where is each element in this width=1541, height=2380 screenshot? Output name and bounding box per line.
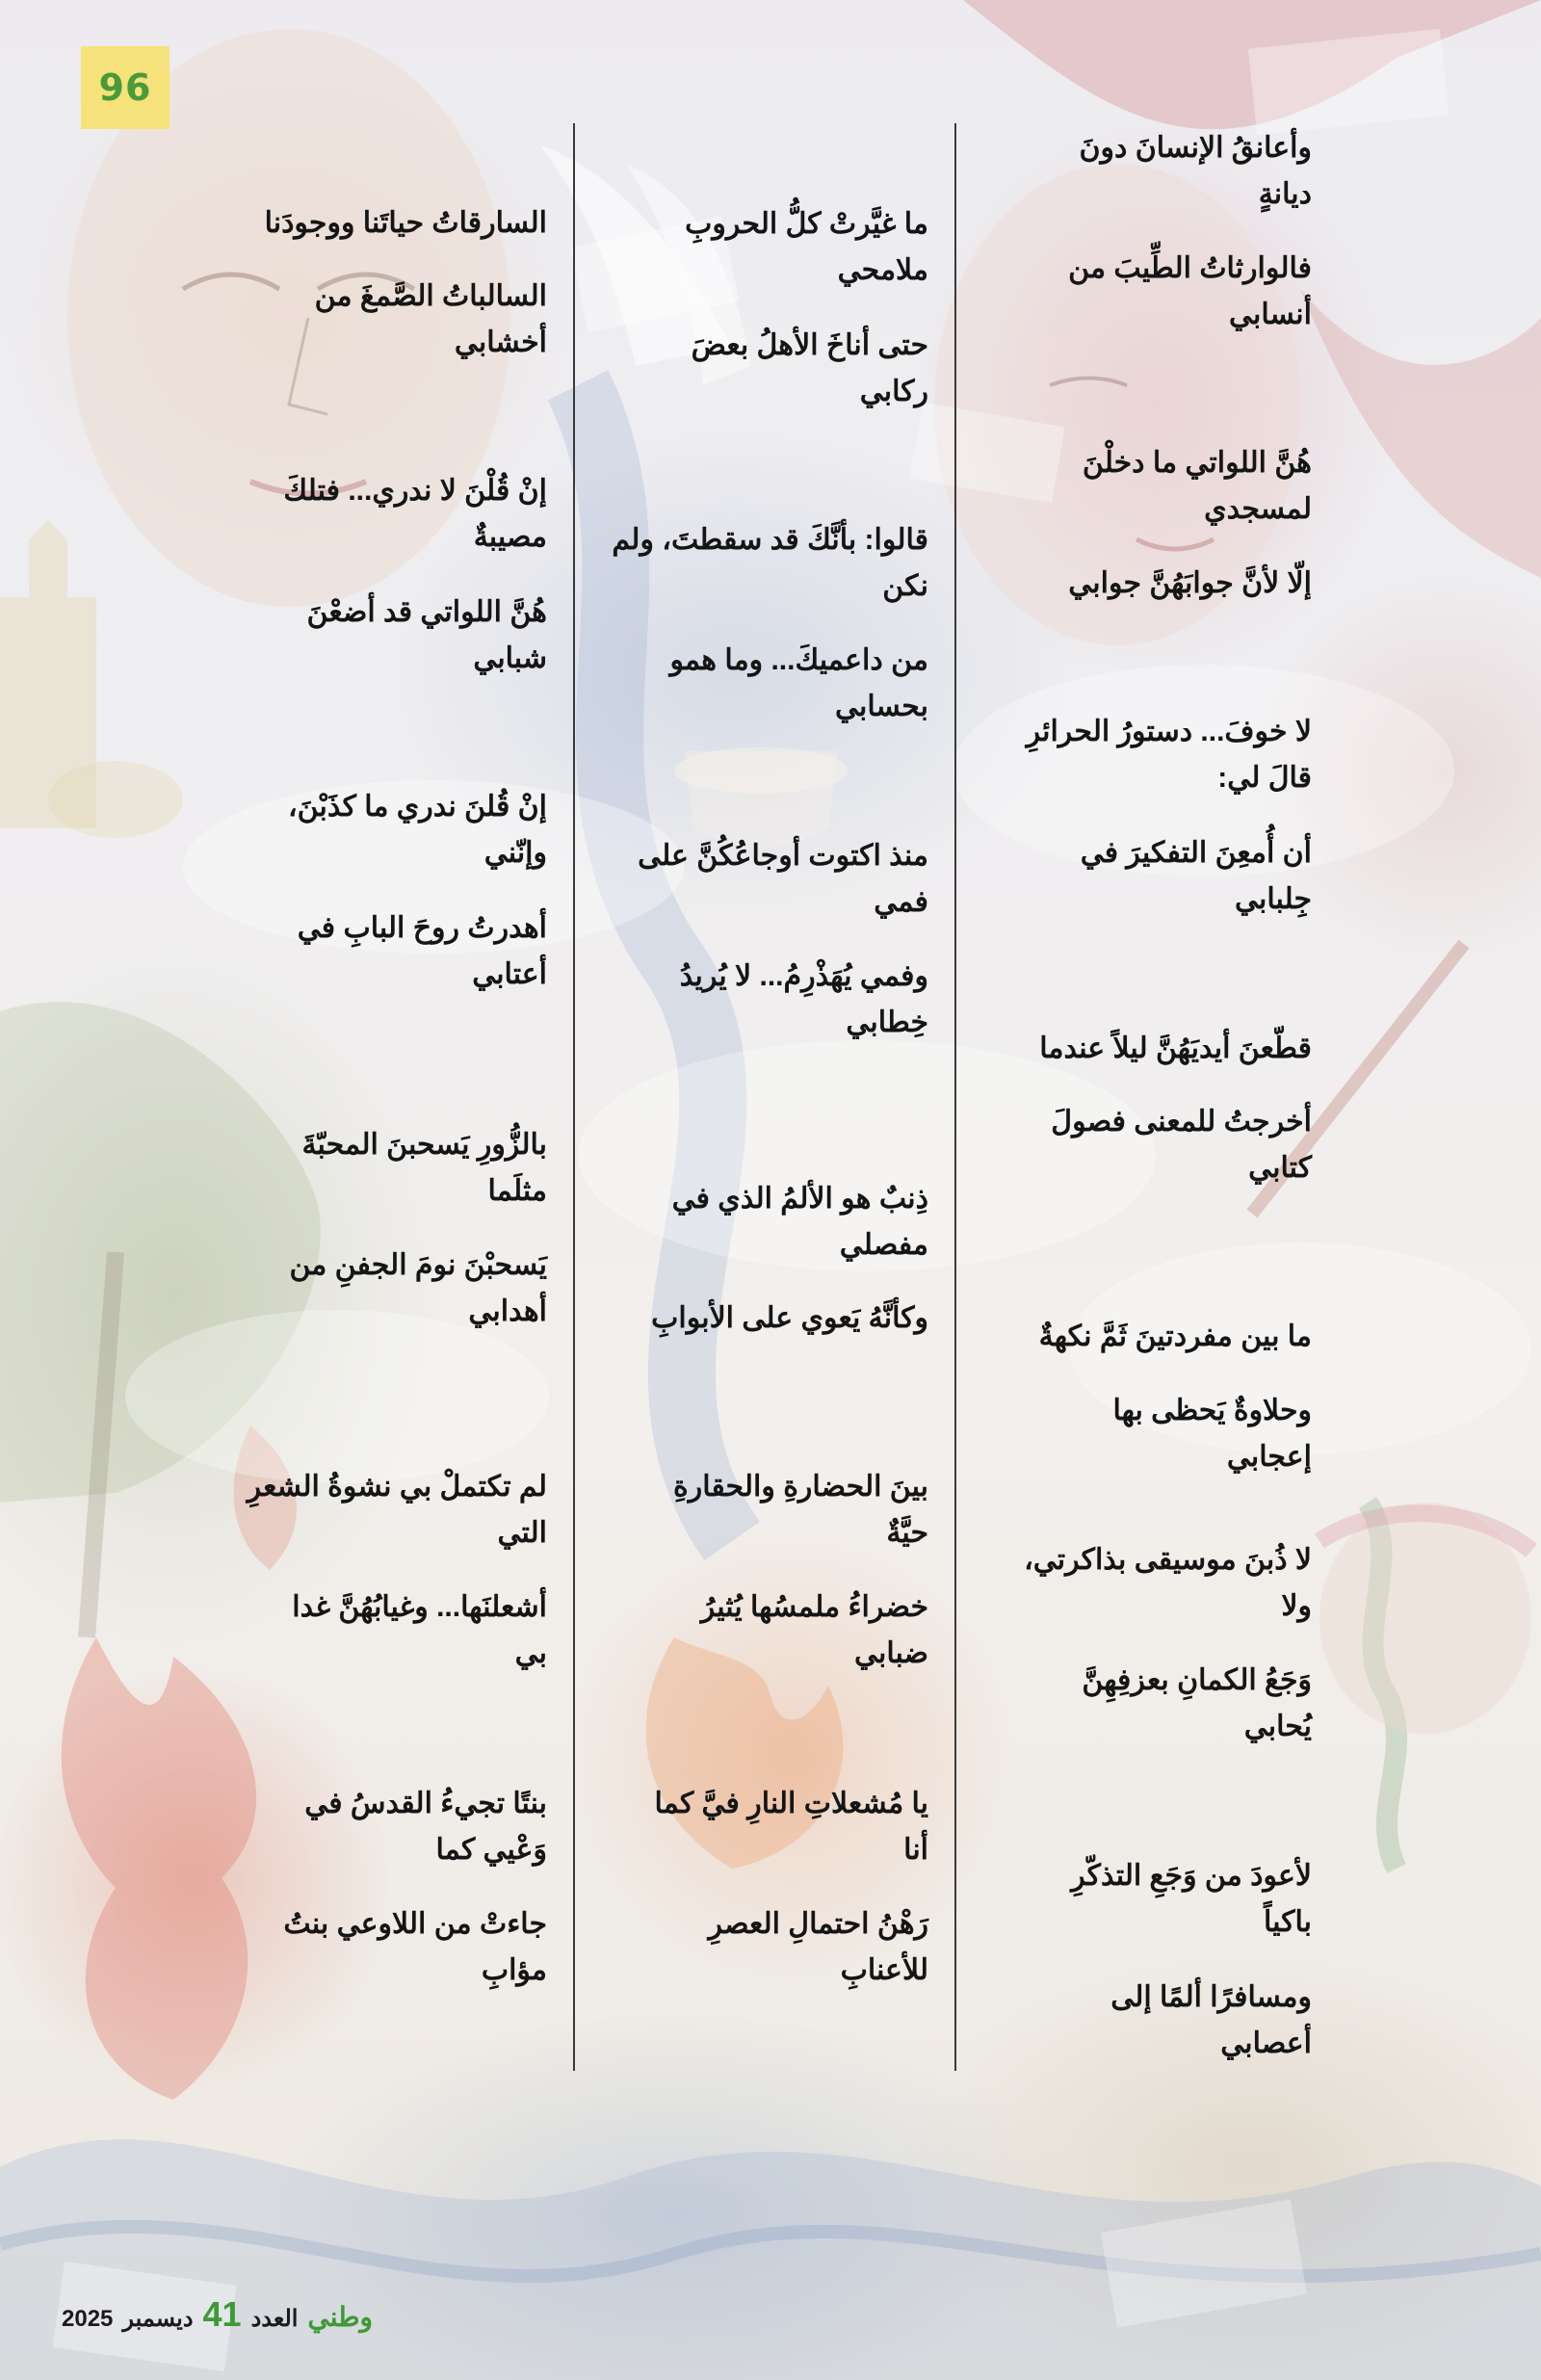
footer-issue-number: 41 bbox=[202, 2294, 242, 2334]
poem-line: بي bbox=[514, 1637, 547, 1669]
page-number-badge bbox=[81, 46, 170, 129]
poem-line: أهدابي bbox=[468, 1295, 547, 1327]
poem-line: جاءتْ من اللاوعي بنتُ bbox=[283, 1908, 547, 1940]
poem-line: لم تكتملْ بي نشوةُ الشعرِ bbox=[247, 1471, 547, 1503]
poem-line: وكأنَّهُ يَعوي على الأبوابِ bbox=[651, 1302, 928, 1334]
poem-line: للأعنابِ bbox=[840, 1954, 928, 1986]
poem-line: شبابي bbox=[473, 642, 547, 674]
poem-line: مثلَما bbox=[487, 1175, 547, 1207]
poem-line: حيَّةٌ bbox=[886, 1517, 928, 1549]
poem-line: فالوارثاتُ الطِّيبَ من bbox=[1068, 252, 1312, 284]
poem-line: وحلاوةٌ يَحظى بها إعجابي bbox=[1112, 1395, 1312, 1473]
poem-line: ولا bbox=[1281, 1590, 1312, 1622]
poem-line: قالَ لي: bbox=[1217, 762, 1312, 794]
poem-line: منذ اكتوت أوجاعُكُنَّ على bbox=[638, 840, 928, 872]
poem-line: أخشابي bbox=[454, 327, 547, 358]
poem-line: خِطابي bbox=[846, 1007, 928, 1038]
poem-line: حتى أناخَ الأهلُ بعضَ bbox=[691, 329, 928, 361]
poem-line: وأعانقُ الإنسانَ دونَ bbox=[1079, 132, 1312, 164]
poem-line: فمي bbox=[874, 886, 928, 918]
poem-line: لا خوفَ... دستورُ الحرائرِ bbox=[1026, 716, 1312, 747]
poem-line: وفمي يُهَذْرِمُ... لا يُريدُ bbox=[679, 960, 928, 992]
poem-line: أعتابي bbox=[472, 958, 547, 990]
poem-line: إلّا لأنَّ جوابَهُنَّ جوابي bbox=[1068, 567, 1312, 599]
poem-line: إنْ قُلْنَ لا ندري... فتلكَ bbox=[283, 475, 547, 507]
poem-line: باكياً bbox=[1264, 1906, 1312, 1938]
column-divider-right bbox=[954, 123, 956, 2071]
poem-line: أنسابي bbox=[1229, 299, 1312, 330]
poem-line: وإنّني bbox=[483, 837, 547, 869]
poem-line: خضراءُ ملمسُها يُثيرُ bbox=[700, 1591, 928, 1623]
poem-line: ذِنبٌ هو الألمُ الذي في bbox=[671, 1183, 928, 1215]
poem-line: التي bbox=[497, 1517, 547, 1549]
poem-line: من داعميكَ... وما همو bbox=[669, 644, 928, 676]
poem-line: هُنَّ اللواتي قد أضعْنَ bbox=[306, 596, 547, 628]
poem-line: لأعودَ من وَجَعِ التذكّرِ bbox=[1071, 1860, 1312, 1892]
poem-line: لمسجدي bbox=[1204, 493, 1312, 525]
poem-line: ديانةٍ bbox=[1258, 178, 1312, 210]
poem-line: بالزُّورِ يَسحبنَ المحبّةَ bbox=[301, 1129, 547, 1161]
poem-line: بنتًا تجيءُ القدسُ في bbox=[304, 1788, 547, 1819]
poem-line: وَعْيي كما bbox=[435, 1834, 547, 1866]
poem-line: جِلبابي bbox=[1234, 883, 1312, 915]
poem-line: مؤابِ bbox=[481, 1954, 547, 1986]
column-divider-left bbox=[573, 123, 575, 2071]
poem-line: ضبابي bbox=[853, 1637, 928, 1669]
poem-line: قطّعنَ أيديَهُنَّ ليلاً عندما bbox=[1039, 1033, 1312, 1064]
poem-line: ما بين مفردتينَ ثَمَّ نكهةٌ bbox=[1038, 1321, 1312, 1352]
poem-line: أن أُمعِنَ التفكيرَ في bbox=[1080, 837, 1312, 869]
poem-line: كتابي bbox=[1248, 1152, 1312, 1184]
poem-line: يَسحبْنَ نومَ الجفنِ من bbox=[289, 1249, 547, 1281]
poem-line: إنْ قُلنَ ندري ما كذَبْنَ، bbox=[288, 791, 547, 823]
poem-line: وَجَعُ الكمانِ بعزفِهِنَّ bbox=[1082, 1664, 1312, 1696]
poem-line: لا ذُبنَ موسيقى بذاكرتي، bbox=[1024, 1544, 1312, 1576]
poem-line: نكن bbox=[882, 570, 928, 602]
poem-line: أخرجتُ للمعنى فصولَ bbox=[1051, 1106, 1312, 1138]
poem-line: السارقاتُ حياتَنا ووجودَنا bbox=[264, 207, 547, 239]
poem-line: بينَ الحضارةِ والحقارةِ bbox=[673, 1471, 928, 1503]
poem-line: ما غيَّرتْ كلُّ الحروبِ bbox=[685, 208, 928, 240]
footer-month: ديسمبر bbox=[122, 2306, 194, 2332]
footer-year: 2025 bbox=[62, 2306, 114, 2332]
poem-line: أشعلنَها... وغيابُهُنَّ غدا bbox=[292, 1591, 547, 1623]
poem-line: أنا bbox=[903, 1834, 928, 1866]
poem-line: هُنَّ اللواتي ما دخلْنَ bbox=[1082, 447, 1312, 479]
footer-magazine-name: وطني bbox=[307, 2302, 374, 2332]
page-footer bbox=[62, 2294, 373, 2339]
poem-line: مفصلي bbox=[839, 1229, 928, 1261]
poem-line: يُحابي bbox=[1243, 1711, 1312, 1742]
poem-line: بحسابي bbox=[835, 691, 928, 722]
footer-issue-label: العدد bbox=[250, 2306, 299, 2332]
poem-line: السالباتُ الصَّمغَ من bbox=[314, 280, 547, 312]
poem-line: ركابي bbox=[859, 376, 928, 407]
poem-line: ملامحي bbox=[837, 254, 928, 286]
poem-line: يا مُشعلاتِ النارِ فيَّ كما bbox=[654, 1788, 928, 1819]
poem-line: أهدرتُ روحَ البابِ في bbox=[297, 912, 547, 944]
poem-line: ومسافرًا ألمًا إلى أعصابي bbox=[1110, 1981, 1312, 2059]
poem-line: رَهْنُ احتمالِ العصرِ bbox=[708, 1908, 928, 1940]
poem-line: قالوا: بأنَّكَ قد سقطتَ، ولم bbox=[612, 524, 928, 556]
page-number: 96 bbox=[98, 66, 152, 109]
poem-line: مصيبةٌ bbox=[473, 521, 547, 553]
